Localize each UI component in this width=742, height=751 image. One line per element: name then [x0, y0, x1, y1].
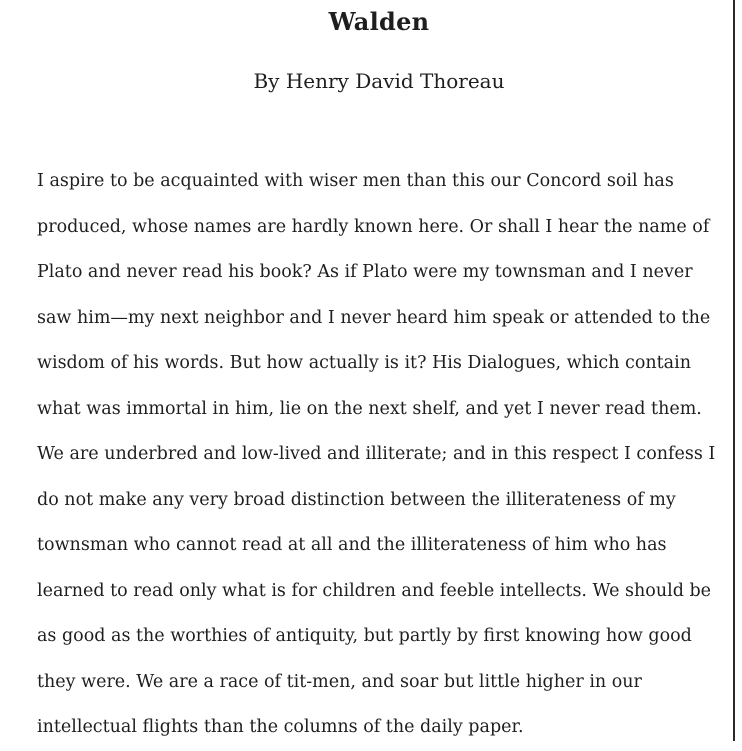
paragraph-line: as good as the worthies of antiquity, but partly by first knowing how good: [37, 626, 692, 646]
paragraph-line: do not make any very broad distinction between the illiterateness of my: [37, 489, 676, 510]
paragraph-line: townsman who cannot read at all and the illiterateness of him who has: [37, 535, 667, 555]
paragraph-line: learned to read only what is for children and feeble intellects. We should be: [37, 580, 712, 601]
paragraph-line: wisdom of his words. But how actually is it? His Dialogues, which contain: [37, 353, 691, 373]
paragraph-line: saw him—my next neighbor and I never heard him speak or attended to the: [37, 307, 711, 328]
paragraph-line: what was immortal in him, lie on the next shelf, and yet I never read them.: [37, 398, 702, 419]
paragraph-line: I aspire to be acquainted with wiser men than this our Concord soil has: [37, 171, 674, 191]
page-edge-divider: [733, 0, 735, 741]
document-author: By Henry David Thoreau: [253, 69, 505, 93]
paragraph-line: Plato and never read his book? As if Plato were my townsman and I never: [37, 262, 693, 282]
document-title: Walden: [328, 7, 430, 36]
body-paragraph: [37, 159, 733, 751]
paragraph-line: We are underbred and low-lived and illiterate; and in this respect I confess I: [37, 444, 716, 464]
paragraph-line: intellectual flights than the columns of the daily paper.: [37, 717, 524, 737]
paragraph-line: they were. We are a race of tit-men, and soar but little higher in our: [37, 671, 642, 692]
paragraph-line: produced, whose names are hardly known here. Or shall I hear the name of: [37, 216, 710, 237]
